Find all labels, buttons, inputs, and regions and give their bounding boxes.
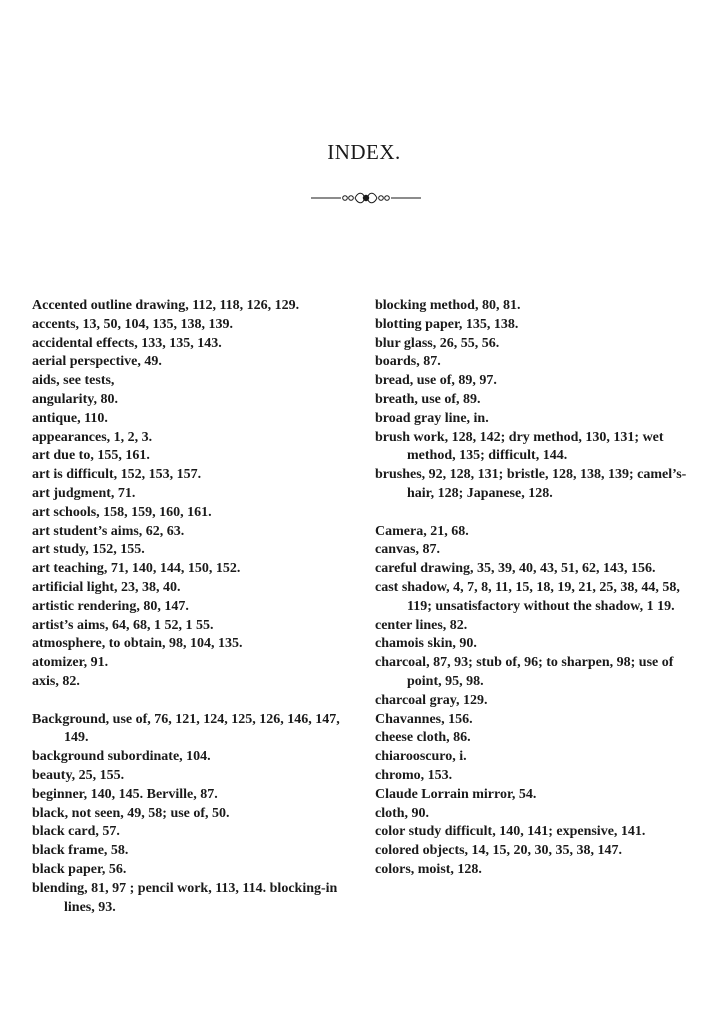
index-entry: accents, 13, 50, 104, 135, 138, 139. xyxy=(32,316,234,332)
section-gap xyxy=(32,692,362,711)
index-entry: art due to, 155, 161. xyxy=(32,448,150,464)
index-entry: broad gray line, in. xyxy=(375,410,489,426)
index-entry: Background, use of, 76, 121, 124, 125, 126, 146, 147, 149. xyxy=(32,711,340,746)
index-entry: atomizer, 91. xyxy=(32,655,109,671)
index-entry: art study, 152, 155. xyxy=(32,542,145,558)
index-entry: antique, 110. xyxy=(32,410,108,426)
index-entry: bread, use of, 89, 97. xyxy=(375,373,497,389)
index-entry: center lines, 82. xyxy=(375,617,468,633)
index-entry: boards, 87. xyxy=(375,354,441,370)
index-entry: black paper, 56. xyxy=(32,861,127,877)
ornament-divider-icon xyxy=(311,190,421,206)
index-entry: cloth, 90. xyxy=(375,805,430,821)
index-entry: blotting paper, 135, 138. xyxy=(375,316,519,332)
index-entry: appearances, 1, 2, 3. xyxy=(32,429,153,445)
index-entry: black, not seen, 49, 58; use of, 50. xyxy=(32,805,230,821)
index-entry: canvas, 87. xyxy=(375,542,440,558)
section-gap xyxy=(375,504,705,523)
index-entry: artistic rendering, 80, 147. xyxy=(32,598,189,614)
index-entry: chamois skin, 90. xyxy=(375,636,477,652)
index-entry: Accented outline drawing, 112, 118, 126, 129. xyxy=(32,298,300,313)
index-entry: colored objects, 14, 15, 20, 30, 35, 38, 147. xyxy=(375,843,623,859)
index-entry: background subordinate, 104. xyxy=(32,749,211,765)
index-entry: blur glass, 26, 55, 56. xyxy=(375,335,500,351)
index-entry: cheese cloth, 86. xyxy=(375,730,471,746)
page-title: INDEX. xyxy=(327,140,401,164)
index-entry: accidental effects, 133, 135, 143. xyxy=(32,335,222,351)
index-entry: charcoal, 87, 93; stub of, 96; to sharpen, 98; use of point, 95, 98. xyxy=(375,655,674,689)
index-entry: aerial perspective, 49. xyxy=(32,354,162,370)
index-entry: beauty, 25, 155. xyxy=(32,767,125,783)
index-entry: artist’s aims, 64, 68, 1 52, 1 55. xyxy=(32,617,214,633)
index-entry: art teaching, 71, 140, 144, 150, 152. xyxy=(32,561,241,577)
index-column-left xyxy=(32,297,362,917)
index-entry: black card, 57. xyxy=(32,824,120,840)
index-entry: colors, moist, 128. xyxy=(375,861,482,877)
index-entry: chromo, 153. xyxy=(375,767,453,783)
index-entry: artificial light, 23, 38, 40. xyxy=(32,579,181,595)
index-column-right xyxy=(375,297,705,880)
index-entry: art is difficult, 152, 153, 157. xyxy=(32,467,202,483)
index-entry: careful drawing, 35, 39, 40, 43, 51, 62, 143, 156. xyxy=(375,561,656,577)
index-entry: Chavannes, 156. xyxy=(375,711,473,727)
index-entry: brushes, 92, 128, 131; bristle, 128, 138, 139; camel’s-hair, 128; Japanese, 128. xyxy=(375,467,687,501)
index-entry: art schools, 158, 159, 160, 161. xyxy=(32,504,212,520)
index-entry: art student’s aims, 62, 63. xyxy=(32,523,185,539)
index-entry: black frame, 58. xyxy=(32,843,129,859)
index-entry: chiarooscuro, i. xyxy=(375,749,467,765)
index-entry: Camera, 21, 68. xyxy=(375,523,469,539)
index-entry: atmosphere, to obtain, 98, 104, 135. xyxy=(32,636,243,652)
index-entry: brush work, 128, 142; dry method, 130, 131; wet method, 135; difficult, 144. xyxy=(375,429,664,464)
index-entry: color study difficult, 140, 141; expensive, 141. xyxy=(375,824,646,840)
index-entry: axis, 82. xyxy=(32,673,80,689)
index-entry: blocking method, 80, 81. xyxy=(375,298,521,313)
index-entry: charcoal gray, 129. xyxy=(375,692,488,708)
index-entry: cast shadow, 4, 7, 8, 11, 15, 18, 19, 21, 25, 38, 44, 58, 119; unsatisfactory without the shadow, 1 19. xyxy=(375,579,680,614)
index-entry: art judgment, 71. xyxy=(32,485,136,501)
index-entry: breath, use of, 89. xyxy=(375,391,481,407)
index-entry: Claude Lorrain mirror, 54. xyxy=(375,786,537,802)
index-entry: beginner, 140, 145. Berville, 87. xyxy=(32,786,218,802)
index-entry: angularity, 80. xyxy=(32,391,118,407)
index-entry: aids, see tests, xyxy=(32,373,115,389)
index-entry: blending, 81, 97 ; pencil work, 113, 114. blocking-in lines, 93. xyxy=(32,880,338,915)
